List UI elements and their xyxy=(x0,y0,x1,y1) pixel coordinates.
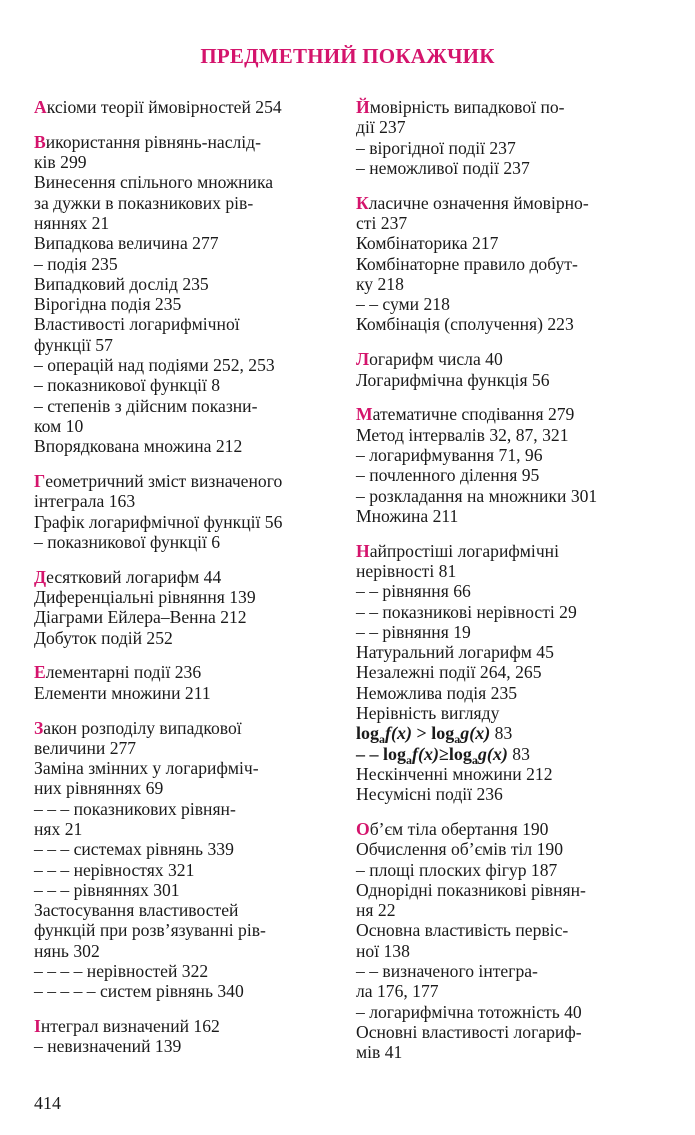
entry-text: Основні властивості логариф- xyxy=(356,1021,582,1042)
section-initial: Г xyxy=(34,471,46,492)
entry-text: ків 299 xyxy=(34,152,87,173)
entry-text: – степенів з дійсним показни- xyxy=(34,395,258,416)
entry-text: есятковий логарифм 44 xyxy=(46,566,222,587)
index-entry xyxy=(356,1042,666,1062)
index-entry xyxy=(34,294,344,314)
entry-text: – почленного ділення 95 xyxy=(356,465,540,486)
section-gap xyxy=(34,457,344,472)
entry-text: – подія 235 xyxy=(34,253,118,274)
entry-text: – – показникові нерівності 29 xyxy=(356,601,577,622)
index-entry xyxy=(356,703,666,723)
entry-text: Однорідні показникові рівнян- xyxy=(356,879,586,900)
index-entry xyxy=(356,981,666,1001)
index-entry xyxy=(356,1022,666,1042)
index-entry xyxy=(34,97,344,117)
index-entry xyxy=(34,683,344,703)
index-entry xyxy=(34,512,344,532)
index-entry xyxy=(34,416,344,436)
index-entry xyxy=(34,941,344,961)
section-initial: А xyxy=(34,97,47,117)
entry-text: – – – – – систем рівнянь 340 xyxy=(34,981,244,1002)
entry-text: функцій при розв’язуванні рів- xyxy=(34,920,266,941)
section-gap xyxy=(34,117,344,132)
index-entry xyxy=(34,662,344,682)
index-entry xyxy=(356,158,666,178)
comparison-sign: > xyxy=(412,723,432,744)
entry-text: нях 21 xyxy=(34,819,83,839)
index-entry xyxy=(356,723,666,747)
index-entry xyxy=(34,628,344,648)
entry-text: Диференціальні рівняння 139 xyxy=(34,587,256,608)
entry-text: айпростіші логарифмічні xyxy=(369,540,559,561)
entry-text: Властивості логарифмічної xyxy=(34,314,240,335)
entry-text: ксіоми теорії ймовірностей 254 xyxy=(46,97,282,117)
entry-text: Натуральний логарифм 45 xyxy=(356,642,554,663)
index-entry xyxy=(356,743,666,767)
entry-text: атематичне сподівання 279 xyxy=(372,404,575,425)
index-entry xyxy=(356,541,666,561)
entry-text: ком 10 xyxy=(34,415,84,436)
index-entry xyxy=(356,404,666,424)
index-entry xyxy=(356,920,666,940)
index-entry xyxy=(34,1036,344,1056)
log-word: log xyxy=(431,723,455,744)
log-base: a xyxy=(454,732,461,747)
entry-text: Обчислення об’ємів тіл 190 xyxy=(356,839,564,860)
index-entry xyxy=(34,819,344,839)
index-entry xyxy=(34,900,344,920)
index-entry xyxy=(356,117,666,137)
entry-text: Логарифмічна функція 56 xyxy=(356,369,550,390)
entry-text: – площі плоских фігур 187 xyxy=(356,859,558,880)
index-entry xyxy=(356,662,666,682)
entry-text: – вірогідної події 237 xyxy=(356,137,516,158)
section-initial: В xyxy=(34,131,46,152)
index-entry xyxy=(356,254,666,274)
entry-text: Діаграми Ейлера–Венна 212 xyxy=(34,607,247,628)
log-word: log xyxy=(448,743,472,764)
index-entry xyxy=(356,961,666,981)
entry-text: Вірогідна подія 235 xyxy=(34,294,182,315)
log-base: a xyxy=(379,732,386,747)
entry-text: Незалежні події 264, 265 xyxy=(356,662,542,683)
index-entry xyxy=(356,349,666,369)
index-entry xyxy=(356,486,666,506)
index-entry xyxy=(356,784,666,804)
section-initial: О xyxy=(356,819,370,839)
entry-text: Елементи множини 211 xyxy=(34,682,211,703)
entry-text: мовірність випадкової по- xyxy=(369,97,565,117)
index-entry xyxy=(34,375,344,395)
entry-text: ня 22 xyxy=(356,900,396,921)
index-entry xyxy=(356,506,666,526)
function-g: g(x) xyxy=(477,743,508,764)
entry-text: Комбінація (сполучення) 223 xyxy=(356,314,574,335)
page-number: 414 xyxy=(34,1093,61,1113)
section-initial: І xyxy=(34,1016,41,1037)
index-entry xyxy=(34,233,344,253)
entry-text: нянь 302 xyxy=(34,940,100,961)
index-entry xyxy=(356,941,666,961)
index-entry xyxy=(34,1016,344,1036)
entry-text: Нерівність вигляду xyxy=(356,703,500,724)
entry-text: Добуток подій 252 xyxy=(34,627,173,648)
index-entry xyxy=(356,642,666,662)
entry-text: – неможливої події 237 xyxy=(356,157,530,178)
section-gap xyxy=(34,552,344,567)
page-title: ПРЕДМЕТНИЙ ПОКАЖЧИК xyxy=(200,44,495,68)
index-entry xyxy=(356,445,666,465)
index-entry xyxy=(34,607,344,627)
entry-text: Несумісні події 236 xyxy=(356,784,503,805)
index-entry xyxy=(34,799,344,819)
entry-text: функції 57 xyxy=(34,334,113,355)
entry-text: – логарифмічна тотожність 40 xyxy=(356,1001,582,1022)
index-entry xyxy=(34,471,344,491)
page-ref: 83 xyxy=(490,723,513,744)
entry-text: няннях 21 xyxy=(34,212,110,233)
section-initial: Н xyxy=(356,540,370,561)
entry-text: – – суми 218 xyxy=(356,294,450,315)
index-entry xyxy=(356,683,666,703)
entry-text: інтеграла 163 xyxy=(34,491,136,512)
index-entry xyxy=(356,193,666,213)
index-entry xyxy=(34,274,344,294)
function-g: g(x) xyxy=(460,723,491,744)
entry-text: Впорядкована множина 212 xyxy=(34,436,243,457)
entry-text: – операцій над подіями 252, 253 xyxy=(34,355,275,376)
index-entry xyxy=(356,294,666,314)
entry-text: ласичне означення ймовірно- xyxy=(368,192,589,213)
index-entry xyxy=(34,587,344,607)
index-entry xyxy=(356,97,666,117)
entry-text: – невизначений 139 xyxy=(34,1036,182,1057)
entry-text: – показникової функції 8 xyxy=(34,375,221,396)
entry-text: – – – нерівностях 321 xyxy=(34,859,195,880)
index-entry xyxy=(356,880,666,900)
entry-text: нерівності 81 xyxy=(356,560,457,581)
comparison-sign: ≥ xyxy=(439,743,449,764)
function-f: f(x) xyxy=(412,743,439,764)
entry-text: Комбінаторне правило добут- xyxy=(356,253,578,274)
index-entry xyxy=(356,622,666,642)
log-base: a xyxy=(471,752,478,767)
index-entry xyxy=(34,738,344,758)
section-gap xyxy=(34,703,344,718)
entry-text: Графік логарифмічної функції 56 xyxy=(34,511,283,532)
index-entry xyxy=(356,233,666,253)
entry-text: еометричний зміст визначеного xyxy=(45,471,283,492)
section-initial: Д xyxy=(34,566,47,587)
entry-text: ку 218 xyxy=(356,273,404,294)
index-entry xyxy=(34,213,344,233)
entry-text: Метод інтервалів 32, 87, 321 xyxy=(356,424,569,445)
index-entry xyxy=(34,839,344,859)
index-entry xyxy=(356,138,666,158)
section-initial: З xyxy=(34,717,44,738)
entry-text: б’єм тіла обертання 190 xyxy=(369,819,549,839)
index-entry xyxy=(356,425,666,445)
entry-text: – – – показникових рівнян- xyxy=(34,798,236,819)
index-entry xyxy=(356,764,666,784)
index-entry xyxy=(34,396,344,416)
index-entry xyxy=(34,152,344,172)
entry-text: Основна властивість первіс- xyxy=(356,920,569,941)
index-entry xyxy=(34,314,344,334)
index-entry xyxy=(34,961,344,981)
entry-text: – – визначеного інтегра- xyxy=(356,961,538,982)
page-ref: 83 xyxy=(507,743,530,764)
index-entry xyxy=(34,567,344,587)
index-entry xyxy=(34,778,344,798)
entry-text: мів 41 xyxy=(356,1042,403,1063)
section-gap xyxy=(356,335,666,350)
entry-text: дії 237 xyxy=(356,117,406,138)
index-entry xyxy=(356,370,666,390)
log-base: a xyxy=(406,752,413,767)
section-initial: М xyxy=(356,404,373,425)
entry-text: – – рівняння 19 xyxy=(356,621,471,642)
entry-text: икористання рівнянь-наслід- xyxy=(45,131,261,152)
function-f: f(x) xyxy=(385,723,412,744)
log-word: log xyxy=(356,723,380,744)
index-entry xyxy=(356,602,666,622)
index-entry xyxy=(356,314,666,334)
entry-text: Комбінаторика 217 xyxy=(356,233,499,254)
index-entry xyxy=(356,860,666,880)
index-entry xyxy=(34,436,344,456)
index-entry xyxy=(34,532,344,552)
entry-text: – показникової функції 6 xyxy=(34,531,221,552)
section-gap xyxy=(356,178,666,193)
entry-text: огарифм числа 40 xyxy=(369,349,503,370)
entry-text: Нескінченні множини 212 xyxy=(356,763,553,784)
index-column-right xyxy=(356,97,666,1063)
index-entry xyxy=(34,355,344,375)
index-entry xyxy=(34,193,344,213)
entry-text: – – рівняння 66 xyxy=(356,581,471,602)
entry-text: – – – системах рівнянь 339 xyxy=(34,839,234,860)
math-inequality xyxy=(356,723,491,747)
index-entry xyxy=(356,581,666,601)
index-entry xyxy=(34,860,344,880)
index-entry xyxy=(34,718,344,738)
index-entry xyxy=(356,213,666,233)
math-inequality xyxy=(356,743,508,767)
entry-text: Неможлива подія 235 xyxy=(356,682,518,703)
entry-text: сті 237 xyxy=(356,212,408,233)
entry-text: них рівняннях 69 xyxy=(34,778,164,799)
section-initial: Е xyxy=(34,662,46,683)
entry-text: Випадковий дослід 235 xyxy=(34,273,209,294)
entry-text: – логарифмування 71, 96 xyxy=(356,444,543,465)
index-entry xyxy=(356,839,666,859)
entry-text: величини 277 xyxy=(34,737,137,758)
section-gap xyxy=(356,805,666,820)
entry-text: Заміна змінних у логарифміч- xyxy=(34,758,259,779)
index-entry xyxy=(34,335,344,355)
section-gap xyxy=(34,648,344,663)
index-entry xyxy=(356,274,666,294)
entry-text: Застосування властивостей xyxy=(34,900,239,921)
index-entry xyxy=(356,819,666,839)
index-entry xyxy=(34,491,344,511)
entry-text: – – – рівняннях 301 xyxy=(34,879,180,900)
index-entry xyxy=(34,880,344,900)
index-entry xyxy=(34,920,344,940)
index-entry xyxy=(34,254,344,274)
index-entry xyxy=(356,1002,666,1022)
entry-text: Випадкова величина 277 xyxy=(34,233,219,254)
index-entry xyxy=(356,465,666,485)
index-column-left xyxy=(34,97,344,1057)
entry-text: лементарні події 236 xyxy=(45,662,202,683)
index-entry xyxy=(34,172,344,192)
index-entry xyxy=(356,900,666,920)
section-gap xyxy=(34,1002,344,1017)
section-gap xyxy=(356,526,666,541)
section-initial: Й xyxy=(356,97,370,117)
entry-text: акон розподілу випадкової xyxy=(43,717,242,738)
dash-prefix: – – xyxy=(356,743,383,764)
entry-text: Винесення спільного множника xyxy=(34,172,274,193)
entry-text: – розкладання на множники 301 xyxy=(356,485,598,506)
log-word: log xyxy=(383,743,407,764)
entry-text: ла 176, 177 xyxy=(356,981,439,1002)
entry-text: Множина 211 xyxy=(356,505,459,526)
entry-text: – – – – нерівностей 322 xyxy=(34,961,209,982)
entry-text: ної 138 xyxy=(356,940,410,961)
section-initial: К xyxy=(356,192,369,213)
index-entry xyxy=(34,981,344,1001)
entry-text: за дужки в показникових рів- xyxy=(34,192,254,213)
section-gap xyxy=(356,390,666,405)
index-entry xyxy=(34,132,344,152)
index-entry xyxy=(34,758,344,778)
entry-text: нтеграл визначений 162 xyxy=(40,1016,220,1037)
index-entry xyxy=(356,561,666,581)
section-initial: Л xyxy=(356,349,370,370)
